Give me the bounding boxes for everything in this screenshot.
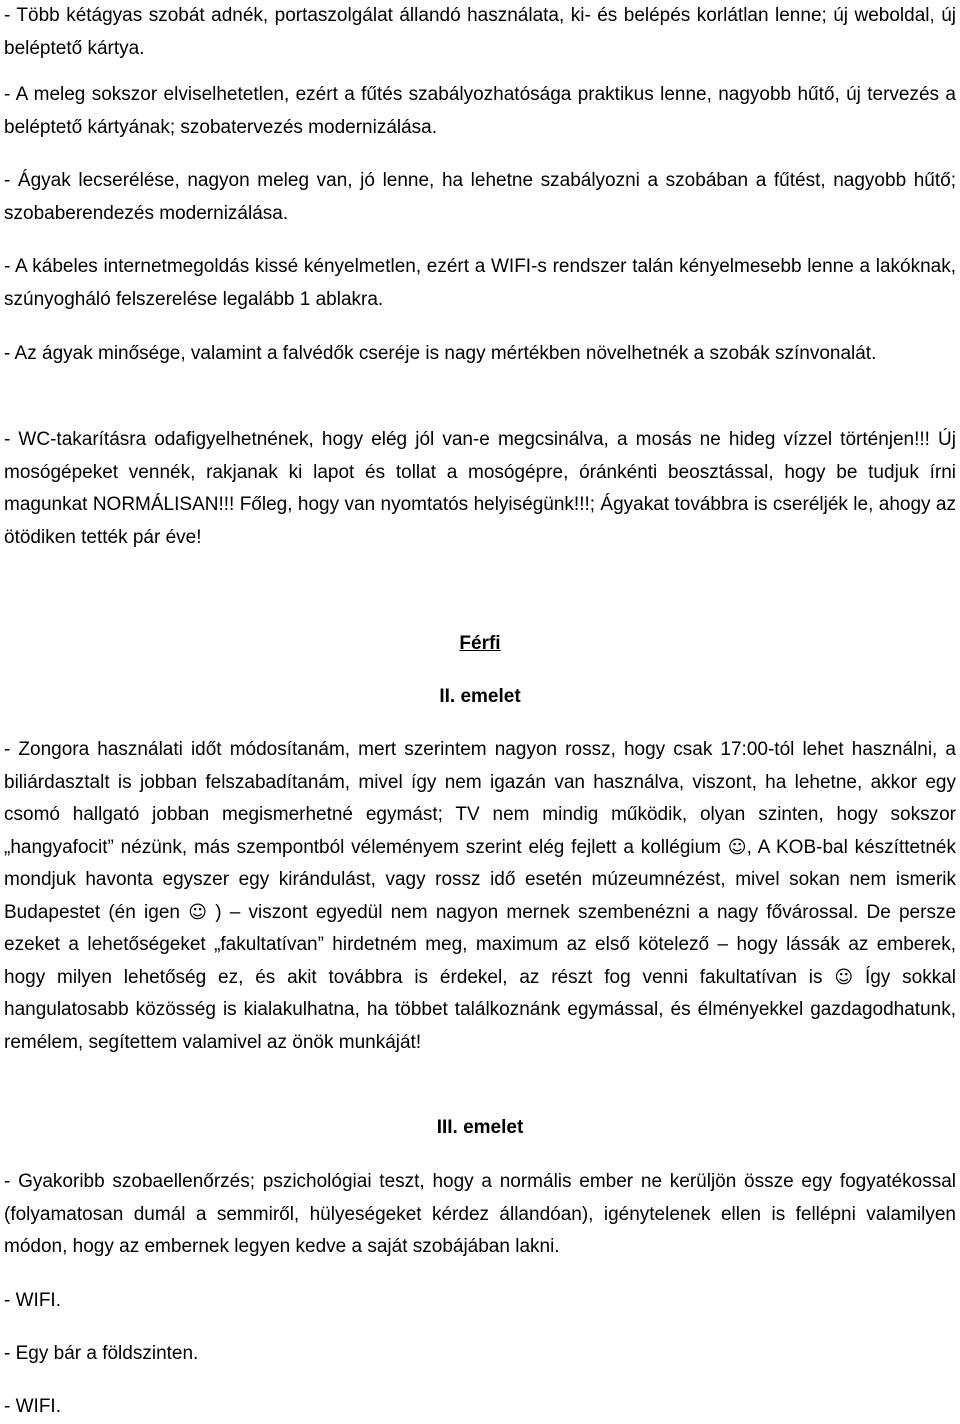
comment-paragraph: - Több kétágyas szobát adnék, portaszolgálat állandó használata, ki- és belépés korlátlan lenne; új weboldal, új beléptető kártya. <box>4 5 956 59</box>
floor2-comment <box>4 734 956 1059</box>
floor-heading: II. emelet <box>439 686 521 707</box>
comment-paragraph: - Az ágyak minősége, valamint a falvédők cseréje is nagy mértékben növelhetnék a szobák színvonalát. <box>4 343 877 364</box>
text-segment: , A KOB-bal készíttetnék mondjuk havonta egyszer egy kirándulást, vagy rossz idő esetén múzeumnézést, mivel sokan nem ismerik Budapestet (én igen <box>4 836 956 923</box>
section-title: Férfi <box>459 633 501 654</box>
comment-paragraph: - A meleg sokszor elviselhetetlen, ezért a fűtés szabályozhatósága praktikus lenne, nagyobb hűtő, új tervezés a beléptető kártyának; szobatervezés modernizálása. <box>4 84 956 138</box>
floor3-comment: - WIFI. <box>4 1396 61 1417</box>
floor3-comment: - Gyakoribb szobaellenőrzés; pszichológiai teszt, hogy a normális ember ne kerüljön össze egy fogyatékossal (folyamatosan dumál a semmiről, hülyeségeket kérdez állandóan), igénytelenek ellen is fellépni valamilyen módon, hogy az embernek legyen kedve a saját szobájában lakni. <box>4 1171 956 1257</box>
comment-paragraph: - Ágyak lecserélése, nagyon meleg van, jó lenne, ha lehetne szabályozni a szobában a fűtést, nagyobb hűtő; szobaberendezés modernizálása. <box>4 170 956 224</box>
smiley-icon: ☺ <box>834 966 854 988</box>
floor3-comment: - Egy bár a földszinten. <box>4 1343 199 1364</box>
floor3-comment: - WIFI. <box>4 1290 61 1311</box>
text-segment: ) – viszont egyedül nem nagyon mernek szembenézni a nagy fővárossal. De persze ezeket a lehetőségeket „fakultatívan” hirdetném meg, maximum az első kötelező – hogy lássák az emberek, hogy milyen lehetőség ez, és akit továbbra is érdekel, az részt fog venni fakultatívan is <box>4 901 957 988</box>
smiley-icon: ☺ <box>188 901 207 923</box>
text-segment: - Zongora használati időt módosítanám, mert szerintem nagyon rossz, hogy csak 17:00-tól lehet használni, a biliárdasztalt is jobban felszabadítanám, mivel így nem igazán van használva, viszont, ha lehetne, akkor egy csomó hallgató jobban megismerhetné egymást; TV nem mindig működik, olyan szinten, hogy sokszor „hangyafocit” nézünk, más szempontból véleményem szerint elég fejlett a kollégium <box>4 739 956 858</box>
floor-heading: III. emelet <box>436 1117 524 1138</box>
text-segment: Így sokkal hangulatosabb közösség is kialakulhatna, ha többet találkoznánk egymással, és élményekkel gazdagodhatunk, remélem, segítettem valamivel az önök munkáját! <box>4 966 956 1053</box>
comment-paragraph: - A kábeles internetmegoldás kissé kényelmetlen, ezért a WIFI-s rendszer talán kényelmesebb lenne a lakóknak, szúnyogháló felszerelése legalább 1 ablakra. <box>4 256 956 310</box>
smiley-icon: ☺ <box>727 836 747 858</box>
comment-paragraph: - WC-takarításra odafigyelhetnének, hogy elég jól van-e megcsinálva, a mosás ne hideg vízzel történjen!!! Új mosógépeket vennék, rakjanak ki lapot és tollat a mosógépre, óránkénti beosztással, hogy be tudjuk írni magunkat NORMÁLISAN!!! Főleg, hogy van nyomtatós helyiségünk!!!; Ágyakat továbbra is cseréljék le, ahogy az ötödiken tették pár éve! <box>4 429 956 548</box>
